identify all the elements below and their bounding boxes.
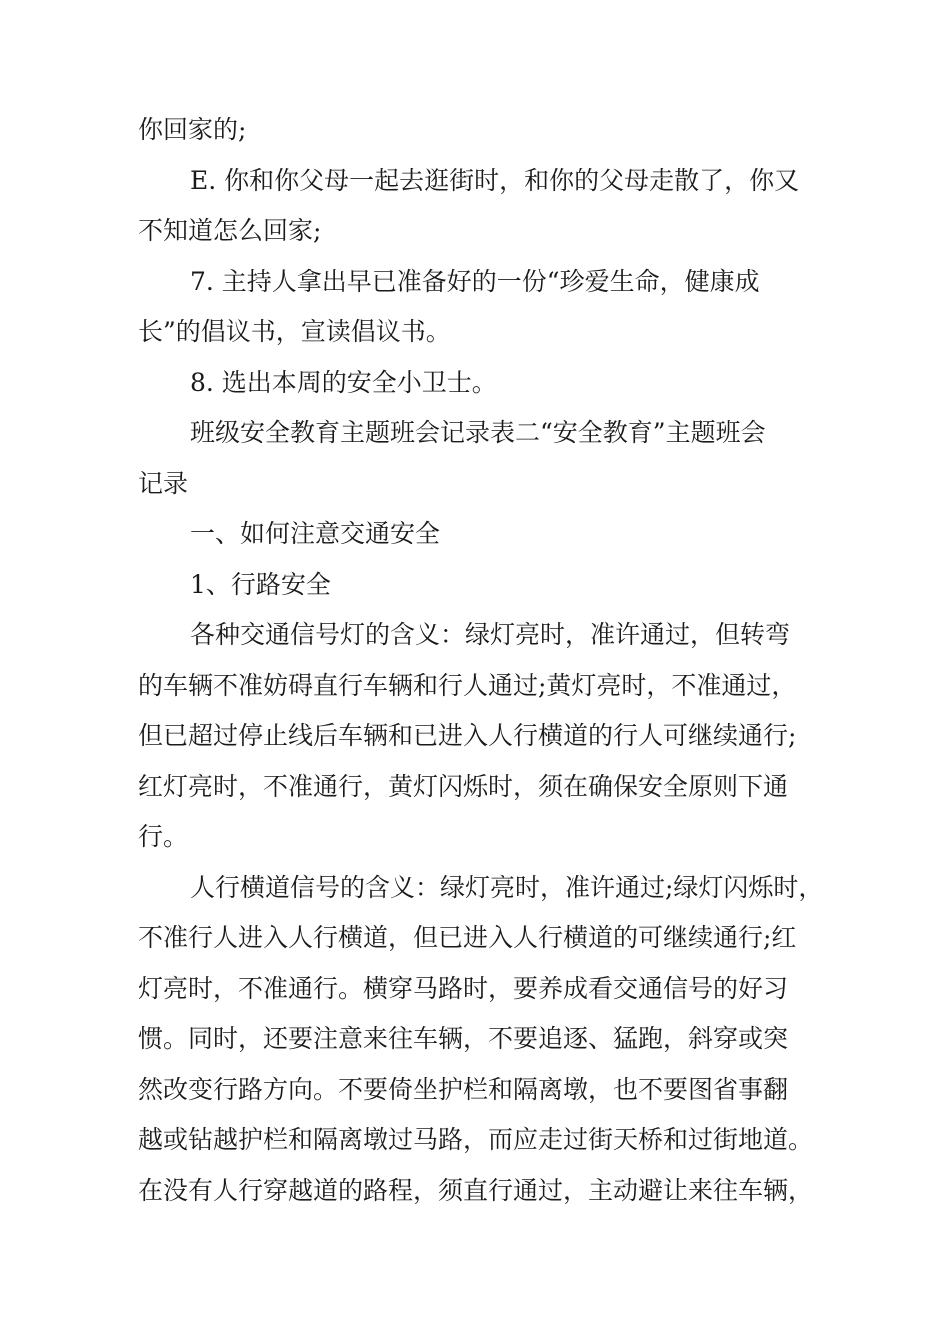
paragraph <box>138 560 838 611</box>
text-line: 记录 <box>138 468 189 498</box>
text-line: 越或钻越护栏和隔离墩过马路，而应走过街天桥和过街地道。 <box>138 1125 814 1154</box>
text-line: 不准行人进入人行横道，但已进入人行横道的可继续通行;红 <box>138 923 797 952</box>
text-line: 长”的倡议书，宣读倡议书。 <box>138 317 451 346</box>
text-line: 各种交通信号灯的含义：绿灯亮时，准许通过，但转弯 <box>190 620 791 649</box>
paragraph <box>138 509 838 560</box>
document-body <box>138 105 838 1216</box>
text-line: 在没有人行穿越道的路程，须直行通过，主动避让来往车辆， <box>138 1175 814 1205</box>
paragraph <box>138 105 838 156</box>
text-line: 灯亮时，不准通行。横穿马路时，要养成看交通信号的好习 <box>138 973 789 1003</box>
text-line: 人行横道信号的含义：绿灯亮时，准许通过;绿灯闪烁时， <box>190 872 824 902</box>
text-line: E. 你和你父母一起去逛街时，和你的父母走散了，你又 <box>190 165 800 195</box>
text-line: 不知道怎么回家; <box>138 216 322 245</box>
text-line: 惯。同时，还要注意来往车辆，不要追逐、猛跑，斜穿或突 <box>138 1024 789 1053</box>
paragraph <box>138 408 838 509</box>
paragraph <box>138 863 838 1217</box>
paragraph <box>138 156 838 257</box>
text-line: 然改变行路方向。不要倚坐护栏和隔离墩，也不要图省事翻 <box>138 1074 789 1104</box>
text-line: 你回家的; <box>138 115 247 144</box>
text-line: 的车辆不准妨碍直行车辆和行人通过;黄灯亮时，不准通过， <box>138 670 797 700</box>
text-line: 红灯亮时，不准通行，黄灯闪烁时，须在确保安全原则下通 <box>138 771 789 801</box>
text-line: 班级安全教育主题班会记录表二“安全教育”主题班会 <box>190 418 766 447</box>
text-line: 8. 选出本周的安全小卫士。 <box>190 367 497 397</box>
paragraph <box>138 358 838 409</box>
text-line: 一、如何注意交通安全 <box>190 519 441 548</box>
paragraph <box>138 257 838 358</box>
text-line: 1、行路安全 <box>190 569 331 599</box>
text-line: 但已超过停止线后车辆和已进入人行横道的行人可继续通行; <box>138 721 797 750</box>
text-line: 7. 主持人拿出早已准备好的一份“珍爱生命，健康成 <box>190 266 760 296</box>
text-line: 行。 <box>138 822 189 851</box>
paragraph <box>138 610 838 863</box>
